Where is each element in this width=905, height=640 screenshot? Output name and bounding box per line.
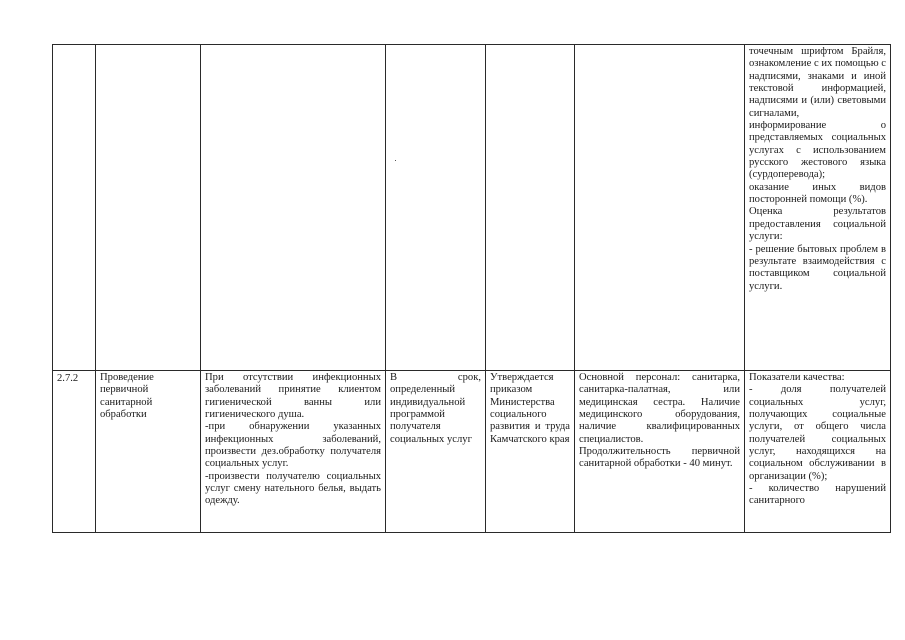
description-paragraph: -произвести получателю социальных услуг смену нательного белья, выдать одежду. bbox=[205, 470, 381, 507]
cell-cost bbox=[486, 371, 575, 533]
cell-conditions-empty bbox=[575, 45, 745, 371]
cell-quality-continued bbox=[745, 45, 891, 371]
description-paragraph: -при обнаружении указанных инфекционных заболеваний, произвести дез.обработку получателя социальных услуг. bbox=[205, 421, 381, 470]
quality-paragraph: Показатели качества: bbox=[749, 372, 845, 383]
scan-speck bbox=[395, 160, 396, 161]
service-number: 2.7.2 bbox=[57, 373, 79, 384]
cell-name-empty bbox=[96, 45, 201, 371]
quality-paragraph: - количество нарушений санитарного bbox=[749, 483, 886, 507]
social-services-table bbox=[52, 44, 891, 533]
service-term: В срок, определенный индивидуальной программой получателя социальных услуг bbox=[390, 372, 481, 445]
cell-number bbox=[53, 371, 96, 533]
cell-term-empty bbox=[386, 45, 486, 371]
conditions-paragraph: Основной персонал: санитарка, санитарка-палатная, или медицинская сестра. Наличие медицинского оборудования, наличие квалифицированных специалистов. bbox=[579, 372, 740, 445]
table-row-continued bbox=[53, 45, 891, 371]
quality-text-paragraph: точечным шрифтом Брайля, ознакомление с их помощью с надписями, знаками и иной текстовой информацией, надписями и (или) световыми сигналами, bbox=[749, 46, 886, 119]
quality-text-paragraph: Оценка результатов предоставления социальной услуги: bbox=[749, 206, 886, 243]
cell-term bbox=[386, 371, 486, 533]
cell-quality bbox=[745, 371, 891, 533]
cell-name bbox=[96, 371, 201, 533]
description-paragraph: При отсутствии инфекционных заболеваний принятие клиентом гигиенической ванны или гигиенического душа. bbox=[205, 372, 381, 421]
quality-text-paragraph: информирование о представляемых социальных услугах с использованием русского жестового языка (сурдоперевода); bbox=[749, 120, 886, 181]
quality-text-paragraph: оказание иных видов посторонней помощи (%). bbox=[749, 181, 886, 206]
cell-cost-empty bbox=[486, 45, 575, 371]
service-cost: Утверждается приказом Министерства социального развития и труда Камчатского края bbox=[490, 372, 570, 445]
conditions-paragraph: Продолжительность первичной санитарной обработки - 40 минут. bbox=[579, 446, 740, 470]
service-name: Проведение первичной санитарной обработки bbox=[100, 372, 154, 421]
cell-conditions bbox=[575, 371, 745, 533]
table-row-2-7-2 bbox=[53, 371, 891, 533]
quality-paragraph: - доля получателей социальных услуг, получающих социальные услуги, от общего числа получателей социальных услуг, находящихся на социальном обслуживании в организации (%); bbox=[749, 384, 886, 482]
quality-text-paragraph: - решение бытовых проблем в результате взаимодействия с поставщиком социальной услуги. bbox=[749, 243, 886, 292]
cell-description-empty bbox=[201, 45, 386, 371]
cell-description bbox=[201, 371, 386, 533]
cell-number-empty bbox=[53, 45, 96, 371]
